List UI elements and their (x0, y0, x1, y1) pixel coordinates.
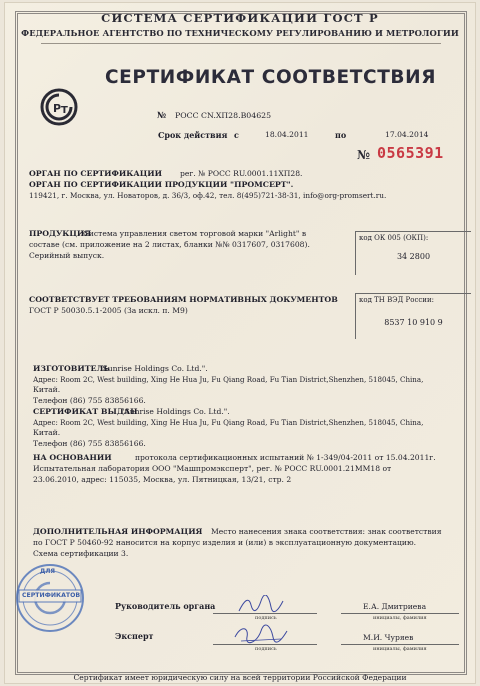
issued-to-address-2: Китай. (33, 428, 61, 437)
conformity-standard: ГОСТ Р 50030.5.1-2005 (За искл. п. М9) (29, 306, 188, 315)
seal-top-text: ДЛЯ (40, 568, 55, 575)
additional-info-line-3: Схема сертификации 3. (33, 549, 129, 558)
organ-address: 119421, г. Москва, ул. Новаторов, д. 36/3, оф.42, тел. 8(495)721-38-31, info@org-promsert.ru. (29, 191, 387, 200)
agency-title: ФЕДЕРАЛЬНОЕ АГЕНТСТВО ПО ТЕХНИЧЕСКОМУ РЕГУЛИРОВАНИЮ И МЕТРОЛОГИИ (21, 28, 459, 38)
manufacturer-name: "Sunrise Holdings Co. Ltd.". (99, 364, 208, 373)
seal-middle-text: СЕРТИФИКАТОВ (22, 592, 81, 599)
svg-text:Т: Т (61, 105, 68, 116)
issued-to-phone: Телефон (86) 755 83856166. (33, 439, 146, 448)
validity-from-label: с (234, 130, 239, 140)
issued-to-name: "Sunrise Holdings Co. Ltd.". (121, 407, 230, 416)
additional-info-line-2: по ГОСТ Р 50460-92 наносится на корпус изделия и (или) в эксплуатационную документацию. (33, 538, 417, 547)
rst-gost-logo-icon (39, 87, 79, 127)
head-name: Е.А. Дмитриева (363, 602, 427, 611)
product-line-1: Система управления светом торговой марки "Arlight" в (83, 229, 307, 238)
number-label: № (157, 111, 167, 121)
validity-to-date: 17.04.2014 (385, 130, 429, 139)
certificate-sheet (4, 2, 476, 684)
tnved-code: 8537 10 910 9 (384, 318, 443, 327)
footer-legal-text: Сертификат имеет юридическую силу на всей территории Российской Федерации (73, 673, 407, 682)
validity-label: Срок действия (158, 130, 228, 140)
organ-label: ОРГАН ПО СЕРТИФИКАЦИИ (29, 169, 162, 178)
serial-label: № (357, 148, 371, 162)
product-line-3: Серийный выпуск. (29, 251, 105, 260)
product-line-2: составе (см. приложение на 2 листах, бланки №№ 0317607, 0317608). (29, 240, 310, 249)
manufacturer-address-1: Адрес: Room 2C, West building, Xing He Hua Ju, Fu Qiang Road, Fu Tian District,Shenzhen, 518045, China, (33, 375, 424, 384)
head-signature-icon (237, 595, 285, 615)
manufacturer-phone: Телефон (86) 755 83856166. (33, 396, 146, 405)
basis-line-1: протокола сертификационных испытаний № 1-349/04-2011 от 15.04.2011г. (135, 453, 436, 462)
certificate-number: РОСС CN.ХП28.В04625 (175, 111, 272, 120)
okp-code: 34 2800 (396, 252, 431, 261)
certificate-title: СЕРТИФИКАТ СООТВЕТСТВИЯ (105, 67, 437, 88)
conformity-label: СООТВЕТСТВУЕТ ТРЕБОВАНИЯМ НОРМАТИВНЫХ ДОКУМЕНТОВ (29, 295, 338, 304)
expert-sign-caption: подпись (255, 646, 277, 652)
svg-text:Р: Р (53, 102, 62, 115)
expert-signature-icon (231, 623, 289, 645)
validity-from-date: 18.04.2011 (265, 130, 309, 139)
expert-name: М.И. Чуряев (363, 633, 414, 642)
organ-name: ОРГАН ПО СЕРТИФИКАЦИИ ПРОДУКЦИИ "ПРОМСЕРТ". (29, 180, 294, 189)
okp-code-box (355, 231, 471, 275)
tnved-caption: код ТН ВЭД России: (359, 296, 434, 304)
expert-signature-label: Эксперт (115, 631, 154, 641)
header-divider (41, 43, 441, 44)
head-signature-label: Руководитель органа (115, 601, 216, 611)
additional-info-line-1: Место нанесения знака соответствия: знак соответствия (211, 527, 442, 536)
manufacturer-address-2: Китай. (33, 385, 61, 394)
organ-reg: рег. № РОСС RU.0001.11ХП28. (180, 169, 303, 178)
expert-name-line (341, 644, 459, 645)
tnved-code-box (355, 293, 471, 339)
issued-to-address-1: Адрес: Room 2C, West building, Xing He Hua Ju, Fu Qiang Road, Fu Tian District,Shenzhen, 518045, China, (33, 418, 424, 427)
product-label: ПРОДУКЦИЯ (29, 229, 92, 238)
head-name-caption: инициалы, фамилия (373, 615, 427, 621)
okp-caption: код ОК 005 (ОКП): (359, 234, 429, 242)
head-name-line (341, 613, 459, 614)
manufacturer-label: ИЗГОТОВИТЕЛЬ (33, 364, 110, 373)
basis-line-3: 23.06.2010, адрес: 115035, Москва, ул. Пятницкая, 13/21, стр. 2 (33, 475, 292, 484)
basis-label: НА ОСНОВАНИИ (33, 453, 112, 462)
additional-info-label: ДОПОЛНИТЕЛЬНАЯ ИНФОРМАЦИЯ (33, 527, 203, 536)
serial-number: 0565391 (377, 144, 444, 162)
expert-name-caption: инициалы, фамилия (373, 646, 427, 652)
issued-to-label: СЕРТИФИКАТ ВЫДАН (33, 407, 138, 416)
validity-to-label: по (335, 130, 347, 140)
system-title: СИСТЕМА СЕРТИФИКАЦИИ ГОСТ Р (101, 11, 379, 25)
basis-line-2: Испытательная лаборатория ООО "Машпромэксперт", рег. № РОСС RU.0001.21ММ18 от (33, 464, 392, 473)
head-sign-caption: подпись (255, 615, 277, 621)
